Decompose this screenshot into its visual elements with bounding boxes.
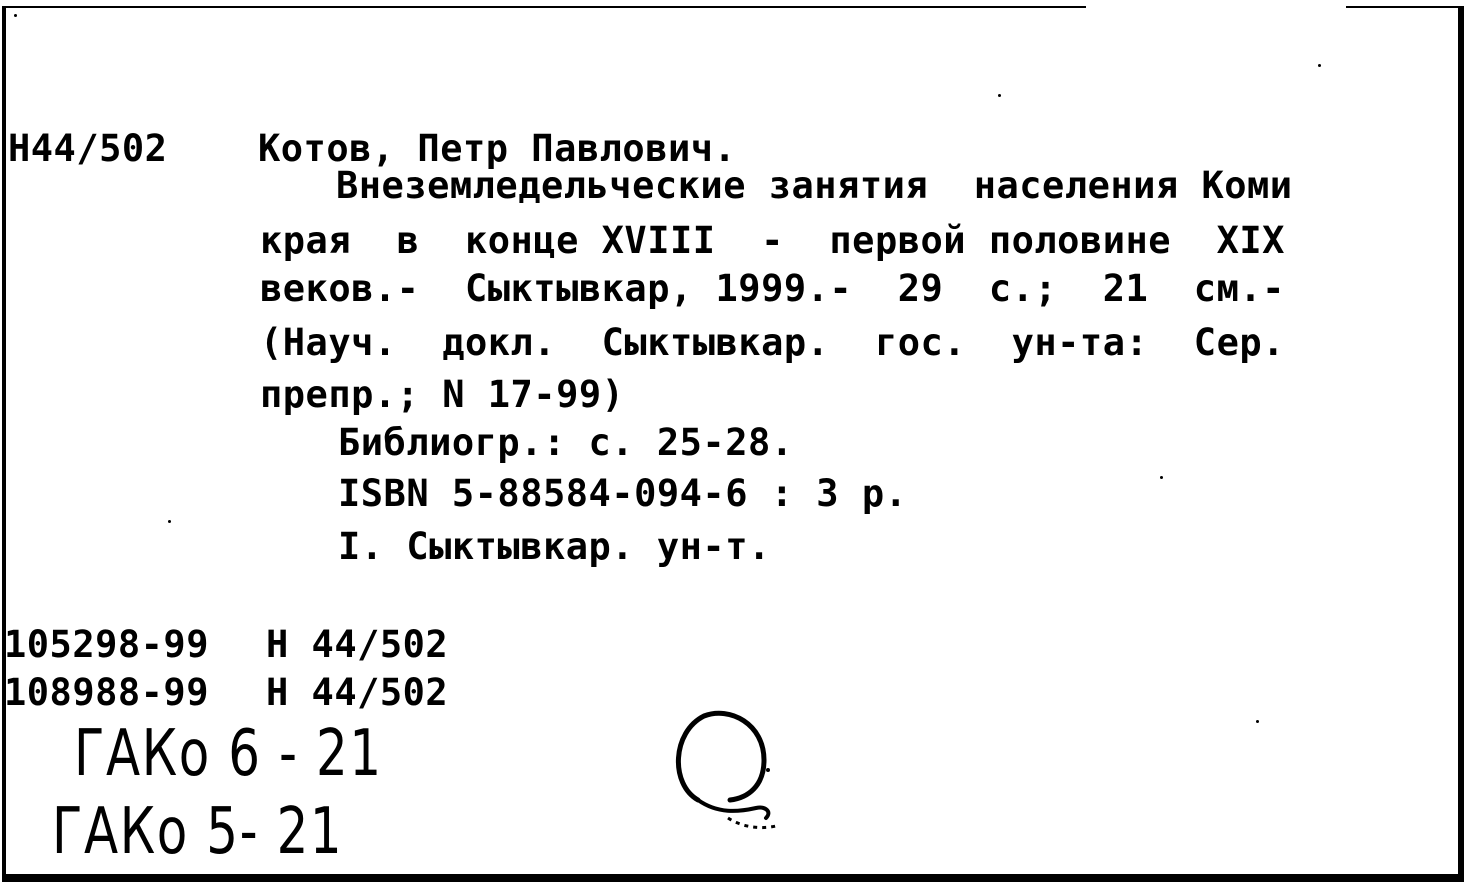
card-edge-gap [1086,4,1346,10]
scan-speck [1256,720,1259,723]
title-line-4: (Науч. докл. Сыктывкар. гос. ун-та: Сер. [260,321,1285,364]
isbn-line: ISBN 5-88584-094-6 : 3 р. [338,472,908,515]
title-line-1: Внеземледельческие занятия населения Коми [336,164,1293,207]
author-heading: Котов, Петр Павлович. [258,127,737,170]
title-line-2: края в конце XVIII - первой половине XIX [260,219,1285,262]
added-entry: I. Сыктывкар. ун-т. [338,525,771,568]
accession-number: 108988-99 [4,671,209,714]
shelfmark: Н44/502 [8,127,168,170]
scan-speck [14,14,17,17]
handwritten-note: ГАКо 5- 21 [52,795,344,869]
accession-call-number: Н 44/502 [266,671,449,714]
accession-number: 105298-99 [4,623,209,666]
accession-call-number: Н 44/502 [266,623,449,666]
scan-speck [168,520,171,523]
title-line-3: веков.- Сыктывкар, 1999.- 29 с.; 21 см.- [260,267,1285,310]
handwritten-note: ГАКо 6 - 21 [74,717,383,791]
bibliography-note: Библиогр.: с. 25-28. [338,421,794,464]
title-line-5: препр.; N 17-99) [260,373,625,416]
scan-speck [1160,476,1163,479]
scan-speck [998,94,1001,97]
loop-stamp-mark [668,704,788,844]
scan-speck [1318,64,1321,67]
